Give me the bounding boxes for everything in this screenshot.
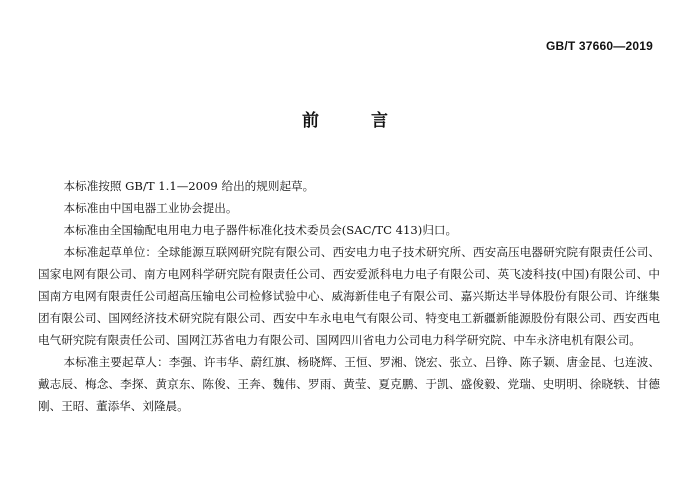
paragraph-drafting-units: 本标准起草单位：全球能源互联网研究院有限公司、西安电力电子技术研究所、西安高压电器研究院有限责任公司、国家电网有限公司、南方电网科学研究院有限责任公司、西安爱派科电力电子有限公司、英飞凌科技(中国)有限公司、中国南方电网有限责任公司超高压输电公司检修试验中心、威海新佳电子有限公司、嘉兴斯达半导体股份有限公司、许继集团有限公司、国网经济技术研究院有限公司、西安中车永电电气有限公司、特变电工新疆新能源股份有限公司、西安西电电气研究院有限责任公司、国网江苏省电力有限公司、国网四川省电力公司电力科学研究院、中车永济电机有限公司。 <box>38 245 660 347</box>
standard-number: GB/T 37660—2019 <box>545 39 653 53</box>
page-title: 前 言 <box>302 111 388 131</box>
foreword-body <box>38 175 660 417</box>
paragraph-drafting-rules: 本标准按照 GB/T 1.1—2009 给出的规则起草。 <box>63 179 315 193</box>
paragraph-proposer: 本标准由中国电器工业协会提出。 <box>63 201 238 215</box>
paragraph-drafters: 本标准主要起草人：李强、许韦华、蔚红旗、杨晓辉、王恒、罗湘、饶宏、张立、吕铮、陈子颖、唐金昆、乜连波、戴志辰、梅念、李探、黄京东、陈俊、王奔、魏伟、罗雨、黄莹、夏克鹏、于凯、盛俊毅、党瑞、史明明、徐晓轶、甘德刚、王昭、董添华、刘隆晨。 <box>38 355 660 413</box>
paragraph-committee: 本标准由全国输配电用电力电子器件标准化技术委员会(SAC/TC 413)归口。 <box>63 223 458 237</box>
